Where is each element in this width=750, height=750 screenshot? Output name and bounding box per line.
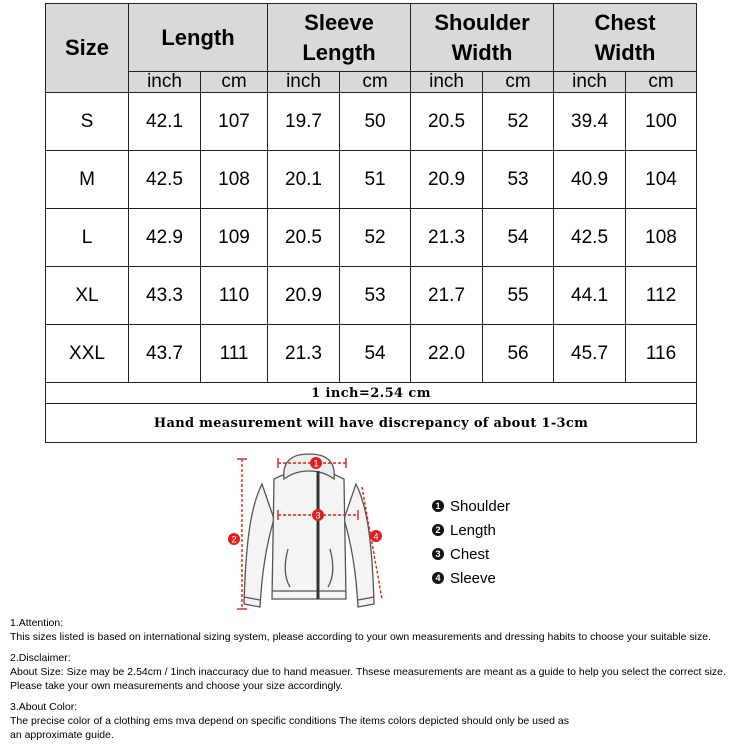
svg-text:3: 3 [315,510,321,521]
legend-label: Length [450,521,496,539]
jacket-measurement-diagram [222,449,394,619]
table-row [46,267,697,325]
legend-item-sleeve [432,566,510,590]
value-cell: 52 [483,93,554,151]
size-cell: M [46,151,129,209]
header-chest-width [554,4,697,72]
value-cell: 20.9 [411,151,483,209]
value-cell: 42.5 [554,209,626,267]
color-title: 3.About Color: [10,701,78,713]
marker-4 [370,530,382,542]
value-cell: 108 [201,151,268,209]
legend-item-shoulder [432,494,510,518]
marker-3 [312,509,324,521]
value-cell: 22.0 [411,325,483,383]
disclaimer-title: 2.Disclaimer: [10,652,71,664]
legend-number-icon: 3 [432,548,444,560]
value-cell: 51 [340,151,411,209]
unit-cell: cm [483,72,554,93]
jacket-outline-icon [244,454,374,607]
unit-cell: inch [411,72,483,93]
unit-cell: cm [340,72,411,93]
table-row [46,325,697,383]
unit-cell: inch [268,72,340,93]
value-cell: 21.3 [268,325,340,383]
value-cell: 56 [483,325,554,383]
value-cell: 53 [340,267,411,325]
legend-label: Chest [450,545,490,563]
size-cell: XXL [46,325,129,383]
value-cell: 43.7 [129,325,201,383]
header-sleeve-line1: Sleeve [304,9,374,35]
notes-section [10,616,746,742]
value-cell: 42.1 [129,93,201,151]
size-chart-table [45,3,697,443]
value-cell: 111 [201,325,268,383]
header-sleeve-line2: Length [302,39,376,65]
disclaimer-text: About Size: Size may be 2.54cm / 1inch inaccuracy due to hand measuer. Thsese measurements are meant as a guide to help you select the correct size. [10,666,726,678]
table-row [46,209,697,267]
legend-label: Sleeve [450,569,496,587]
discrepancy-note-row [46,404,697,443]
value-cell: 112 [626,267,697,325]
value-cell: 52 [340,209,411,267]
marker-2 [228,533,240,545]
value-cell: 107 [201,93,268,151]
legend-number-icon: 2 [432,524,444,536]
value-cell: 20.9 [268,267,340,325]
table-row [46,151,697,209]
value-cell: 44.1 [554,267,626,325]
value-cell: 55 [483,267,554,325]
discrepancy-note: Hand measurement will have discrepancy of about 1-3cm [46,404,697,443]
color-text: The precise color of a clothing ems mva depend on specific conditions The items colors depicted should only be used as [10,715,569,727]
value-cell: 21.3 [411,209,483,267]
legend-number-icon: 4 [432,572,444,584]
size-cell: XL [46,267,129,325]
value-cell: 104 [626,151,697,209]
value-cell: 116 [626,325,697,383]
unit-cell: inch [129,72,201,93]
value-cell: 54 [340,325,411,383]
unit-cell: cm [626,72,697,93]
header-sleeve-length [268,4,411,72]
value-cell: 54 [483,209,554,267]
unit-cell: cm [201,72,268,93]
value-cell: 20.5 [268,209,340,267]
attention-text: This sizes listed is based on international sizing system, please according to your own measurements and dressing habits to choose your suitable size. [10,631,711,643]
svg-text:4: 4 [373,531,379,542]
value-cell: 40.9 [554,151,626,209]
header-shoulder-line2: Width [451,39,513,65]
header-chest-line2: Width [594,39,656,65]
size-cell: S [46,93,129,151]
value-cell: 108 [626,209,697,267]
value-cell: 53 [483,151,554,209]
measurement-legend [432,494,510,590]
conversion-note: 1 inch=2.54 cm [46,383,697,404]
value-cell: 50 [340,93,411,151]
value-cell: 43.3 [129,267,201,325]
legend-item-length [432,518,510,542]
color-text: an approximate guide. [10,729,114,741]
legend-label: Shoulder [450,497,511,515]
value-cell: 110 [201,267,268,325]
disclaimer-text: Please take your own measurements and choose your size accordingly. [10,680,344,692]
svg-text:2: 2 [231,534,237,545]
header-chest-line1: Chest [594,9,656,35]
value-cell: 39.4 [554,93,626,151]
value-cell: 45.7 [554,325,626,383]
unit-cell: inch [554,72,626,93]
size-cell: L [46,209,129,267]
header-shoulder-width [411,4,554,72]
legend-item-chest [432,542,510,566]
value-cell: 42.9 [129,209,201,267]
header-size: Size [46,4,129,93]
value-cell: 19.7 [268,93,340,151]
value-cell: 109 [201,209,268,267]
value-cell: 42.5 [129,151,201,209]
table-row [46,93,697,151]
header-length: Length [129,4,268,72]
svg-text:1: 1 [313,458,319,469]
legend-number-icon: 1 [432,500,444,512]
conversion-note-row [46,383,697,404]
unit-row [46,72,697,93]
table-header-row [46,4,697,72]
value-cell: 21.7 [411,267,483,325]
header-shoulder-line1: Shoulder [434,9,530,35]
value-cell: 20.1 [268,151,340,209]
value-cell: 100 [626,93,697,151]
value-cell: 20.5 [411,93,483,151]
attention-title: 1.Attention: [10,617,64,629]
marker-1 [310,457,322,469]
